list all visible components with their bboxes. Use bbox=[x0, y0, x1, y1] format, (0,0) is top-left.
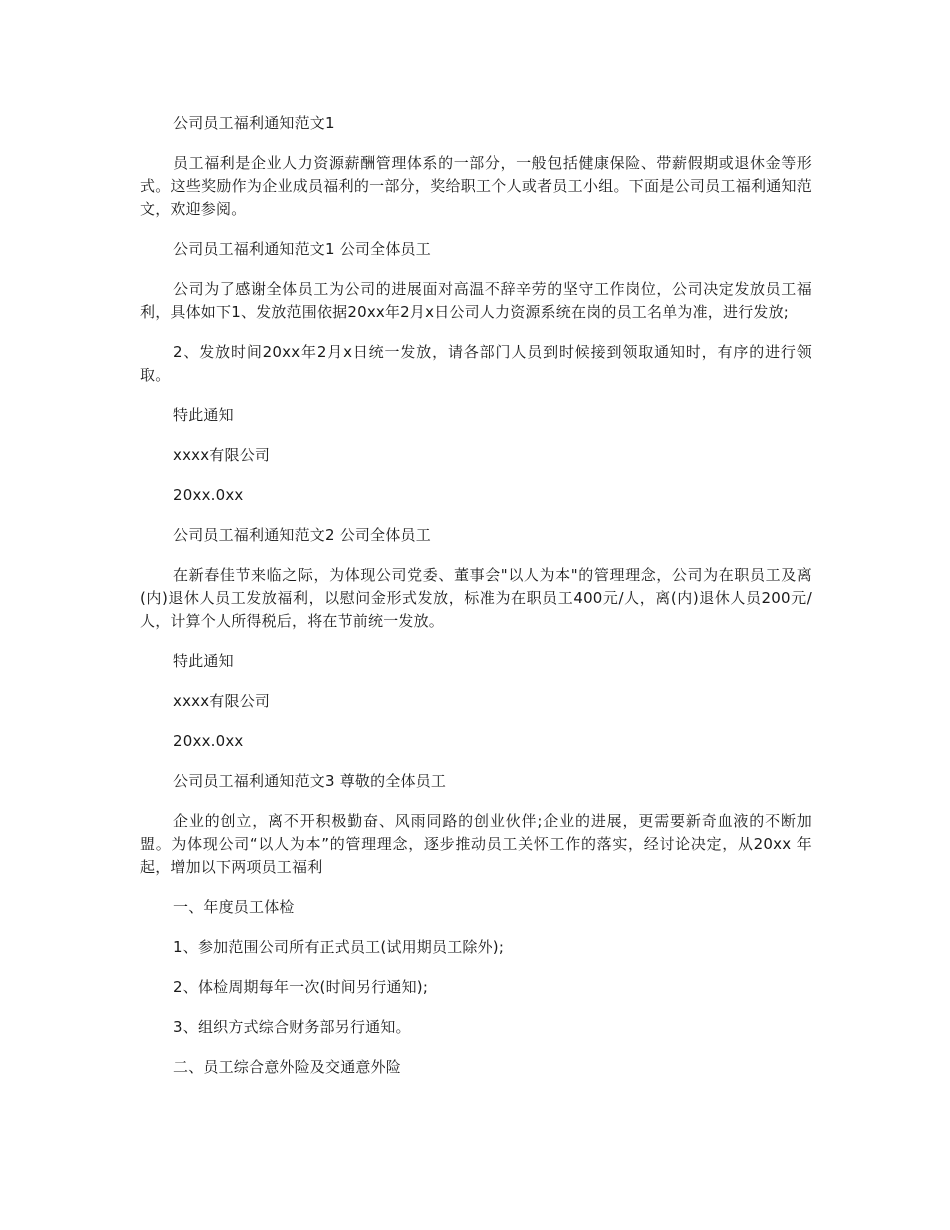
notice-2-closing: 特此通知 bbox=[173, 652, 234, 670]
section-1-item-3: 3、组织方式综合财务部另行通知。 bbox=[173, 1018, 411, 1036]
notice-3-heading: 公司员工福利通知范文3 尊敬的全体员工 bbox=[173, 772, 447, 790]
section-1-heading: 一、年度员工体检 bbox=[173, 898, 295, 916]
notice-3-body: 企业的创立，离不开积极勤奋、风雨同路的创业伙伴;企业的进展，更需要新奇血液的不断加盟。为体现公司“以人为本”的管理理念，逐步推动员工关怀工作的落实，经讨论决定，从20xx 年起，增加以下两项员工福利 bbox=[140, 812, 812, 876]
notice-1-company: xxxx有限公司 bbox=[173, 446, 271, 464]
notice-1-heading: 公司员工福利通知范文1 公司全体员工 bbox=[173, 240, 431, 258]
notice-1-body: 公司为了感谢全体员工为公司的进展面对高温不辞辛劳的坚守工作岗位，公司决定发放员工福利，具体如下1、发放范围依据20xx年2月x日公司人力资源系统在岗的员工名单为准，进行发放; bbox=[140, 280, 812, 321]
section-1-item-2: 2、体检周期每年一次(时间另行通知); bbox=[173, 978, 429, 996]
notice-2-body: 在新春佳节来临之际，为体现公司党委、董事会"以人为本"的管理理念，公司为在职员工及离(内)退休人员工发放福利，以慰问金形式发放，标准为在职员工400元/人，离(内)退休人员200元/人，计算个人所得税后，将在节前统一发放。 bbox=[140, 566, 812, 630]
document-body bbox=[140, 112, 812, 1096]
notice-2-date: 20xx.0xx bbox=[173, 732, 244, 750]
section-1-item-1: 1、参加范围公司所有正式员工(试用期员工除外); bbox=[173, 938, 505, 956]
notice-1-date: 20xx.0xx bbox=[173, 486, 244, 504]
intro-paragraph: 员工福利是企业人力资源薪酬管理体系的一部分，一般包括健康保险、带薪假期或退休金等形式。这些奖励作为企业成员福利的一部分，奖给职工个人或者员工小组。下面是公司员工福利通知范文，欢迎参阅。 bbox=[140, 154, 812, 218]
section-2-heading: 二、员工综合意外险及交通意外险 bbox=[173, 1058, 402, 1076]
doc-title-1: 公司员工福利通知范文1 bbox=[173, 114, 335, 132]
notice-1-item-2: 2、发放时间20xx年2月x日统一发放，请各部门人员到时候接到领取通知时，有序的进行领取。 bbox=[140, 343, 812, 384]
notice-1-closing: 特此通知 bbox=[173, 406, 234, 424]
notice-2-heading: 公司员工福利通知范文2 公司全体员工 bbox=[173, 526, 431, 544]
notice-2-company: xxxx有限公司 bbox=[173, 692, 271, 710]
